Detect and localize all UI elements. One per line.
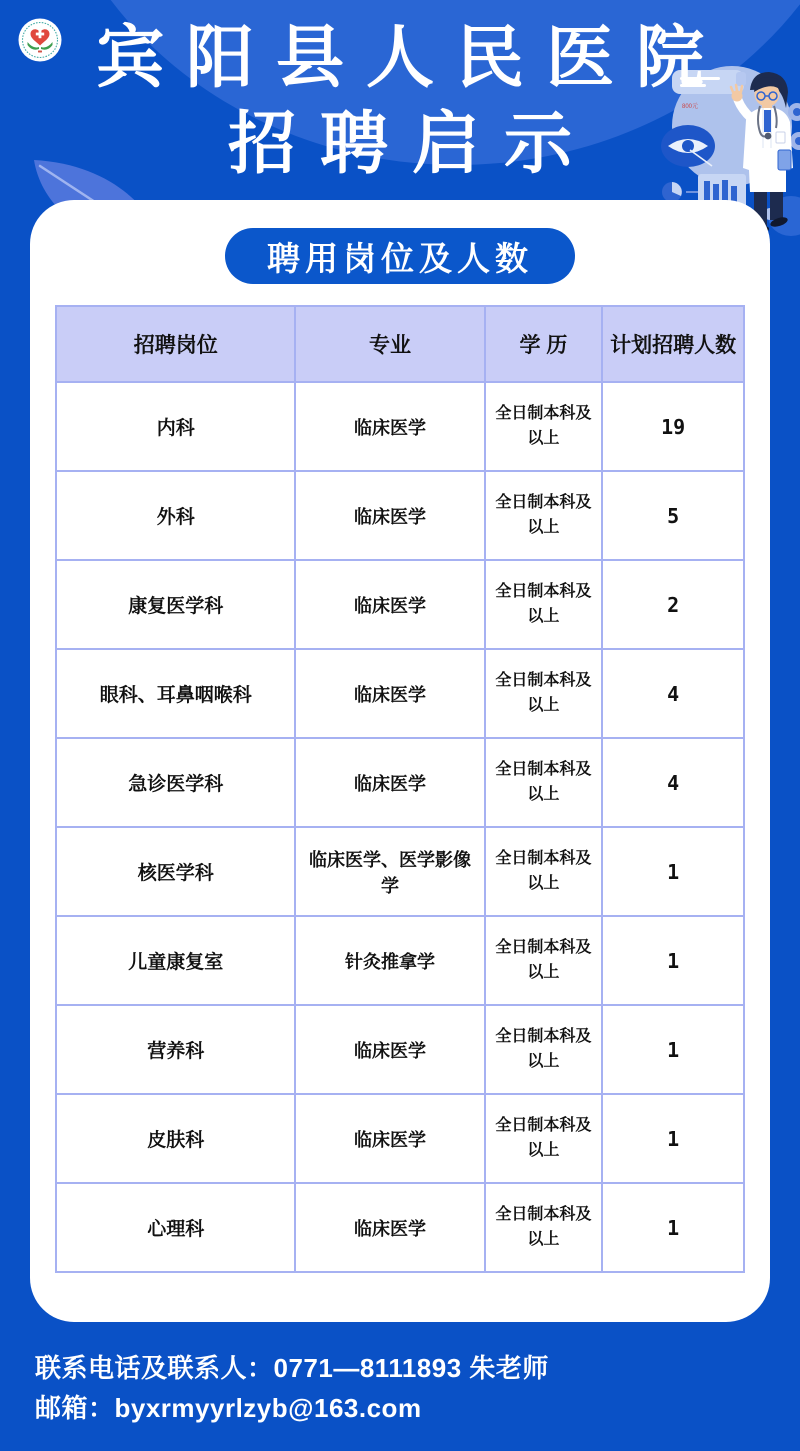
- table-row: [56, 560, 744, 649]
- header-major: 专业: [295, 306, 484, 382]
- poster-title-line2: 招聘启示: [227, 104, 596, 184]
- job-table-container: [55, 305, 745, 1273]
- job-table: [55, 305, 745, 1273]
- contact-phone-line: 联系电话及联系人：0771—8111893 朱老师: [35, 1353, 549, 1383]
- svg-text:800元: 800元: [682, 104, 699, 110]
- table-row: [56, 1094, 744, 1183]
- cell-major: 临床医学: [295, 649, 484, 738]
- cell-position: 内科: [56, 382, 295, 471]
- cell-count: 1: [602, 1183, 744, 1272]
- contact-info: [35, 1348, 549, 1428]
- cell-count: 4: [602, 649, 744, 738]
- table-row: [56, 1183, 744, 1272]
- poster-title: [0, 18, 800, 184]
- table-row: [56, 916, 744, 1005]
- cell-education: 全日制本科及以上: [485, 738, 603, 827]
- table-row: [56, 382, 744, 471]
- cell-education: 全日制本科及以上: [485, 382, 603, 471]
- table-row: [56, 649, 744, 738]
- cell-count: 2: [602, 560, 744, 649]
- cell-major: 临床医学: [295, 471, 484, 560]
- cell-major: 临床医学、医学影像学: [295, 827, 484, 916]
- cell-position: 营养科: [56, 1005, 295, 1094]
- poster-title-line1: 宾阳县人民医院: [95, 18, 726, 98]
- cell-education: 全日制本科及以上: [485, 916, 603, 1005]
- table-header-row: [56, 306, 744, 382]
- cell-major: 针灸推拿学: [295, 916, 484, 1005]
- cell-major: 临床医学: [295, 1094, 484, 1183]
- contact-email-line: 邮箱：byxrmyyrlzyb@163.com: [35, 1393, 422, 1423]
- cell-count: 4: [602, 738, 744, 827]
- cell-major: 临床医学: [295, 1005, 484, 1094]
- cell-major: 临床医学: [295, 1183, 484, 1272]
- cell-count: 5: [602, 471, 744, 560]
- cell-position: 皮肤科: [56, 1094, 295, 1183]
- table-row: [56, 738, 744, 827]
- table-row: [56, 1005, 744, 1094]
- cell-position: 外科: [56, 471, 295, 560]
- cell-count: 19: [602, 382, 744, 471]
- cell-count: 1: [602, 827, 744, 916]
- cell-major: 临床医学: [295, 382, 484, 471]
- content-card: [30, 200, 770, 1322]
- cell-position: 核医学科: [56, 827, 295, 916]
- cell-count: 1: [602, 1094, 744, 1183]
- header-education: 学 历: [485, 306, 603, 382]
- cell-position: 康复医学科: [56, 560, 295, 649]
- cell-education: 全日制本科及以上: [485, 1094, 603, 1183]
- header-position: 招聘岗位: [56, 306, 295, 382]
- cell-position: 眼科、耳鼻咽喉科: [56, 649, 295, 738]
- cell-education: 全日制本科及以上: [485, 1183, 603, 1272]
- cell-education: 全日制本科及以上: [485, 827, 603, 916]
- cell-education: 全日制本科及以上: [485, 471, 603, 560]
- cell-major: 临床医学: [295, 738, 484, 827]
- cell-position: 心理科: [56, 1183, 295, 1272]
- cell-count: 1: [602, 1005, 744, 1094]
- cell-position: 急诊医学科: [56, 738, 295, 827]
- header-count: 计划招聘人数: [602, 306, 744, 382]
- job-table-body: [56, 382, 744, 1272]
- table-row: [56, 827, 744, 916]
- cell-position: 儿童康复室: [56, 916, 295, 1005]
- cell-education: 全日制本科及以上: [485, 649, 603, 738]
- cell-major: 临床医学: [295, 560, 484, 649]
- cell-education: 全日制本科及以上: [485, 1005, 603, 1094]
- table-row: [56, 471, 744, 560]
- hospital-logo-icon: [18, 18, 62, 62]
- section-title-pill: 聘用岗位及人数: [225, 228, 575, 284]
- cell-education: 全日制本科及以上: [485, 560, 603, 649]
- cell-count: 1: [602, 916, 744, 1005]
